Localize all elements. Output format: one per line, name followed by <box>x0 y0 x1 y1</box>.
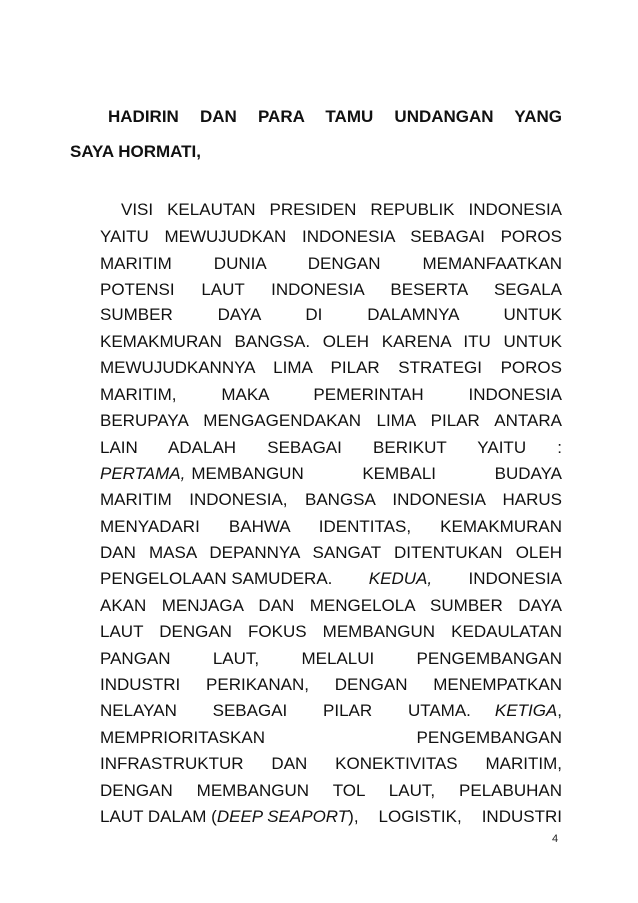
paragraph-line-text: , <box>557 701 562 720</box>
heading-line-1: HADIRIN DAN PARA TAMU UNDANGAN YANG <box>108 107 562 126</box>
paragraph-line-text: LAUT DALAM ( <box>100 807 217 826</box>
paragraph-line-text: MEMBANGUN KEMBALI BUDAYA <box>191 464 562 483</box>
paragraph-line: LAIN ADALAH SEBAGAI BERIKUT YAITU : <box>100 438 562 457</box>
paragraph-line: LAUT DENGAN FOKUS MEMBANGUN KEDAULATAN <box>100 622 562 641</box>
page-number: 4 <box>552 833 559 845</box>
paragraph-line <box>100 698 562 724</box>
paragraph-line: BERUPAYA MENGAGENDAKAN LIMA PILAR ANTARA <box>100 411 562 430</box>
paragraph-line: DENGAN MEMBANGUN TOL LAUT, PELABUHAN <box>100 781 562 800</box>
paragraph-line: PANGAN LAUT, MELALUI PENGEMBANGAN <box>100 649 562 668</box>
paragraph-line: VISI KELAUTAN PRESIDEN REPUBLIK INDONESIA <box>121 200 562 219</box>
paragraph-line: MEWUJUDKANNYA LIMA PILAR STRATEGI POROS <box>100 358 562 377</box>
paragraph-line: MARITIM DUNIA DENGAN MEMANFAATKAN <box>100 254 562 273</box>
italic-term-deep-seaport: DEEP SEAPORT <box>216 807 349 826</box>
paragraph-line: MEMPRIORITASKAN PENGEMBANGAN <box>100 728 562 747</box>
paragraph-line <box>100 566 562 592</box>
paragraph-line: KEMAKMURAN BANGSA. OLEH KARENA ITU UNTUK <box>100 332 562 351</box>
paragraph-line: YAITU MEWUJUDKAN INDONESIA SEBAGAI POROS <box>100 227 562 246</box>
paragraph-line: MENYADARI BAHWA IDENTITAS, KEMAKMURAN <box>100 517 562 536</box>
paragraph-line-text: NELAYAN SEBAGAI PILAR UTAMA. <box>100 701 471 720</box>
paragraph-line: INFRASTRUKTUR DAN KONEKTIVITAS MARITIM, <box>100 754 562 773</box>
paragraph-line: POTENSI LAUT INDONESIA BESERTA SEGALA <box>100 280 562 299</box>
italic-term-ketiga: KETIGA <box>494 701 558 720</box>
heading-line-2: SAYA HORMATI, <box>70 142 201 161</box>
paragraph-line: SUMBER DAYA DI DALAMNYA UNTUK <box>100 305 562 324</box>
paragraph-line-text: PENGELOLAAN SAMUDERA. <box>100 569 333 588</box>
paragraph-line <box>100 461 562 487</box>
paragraph-line-text: INDONESIA <box>468 569 563 588</box>
paragraph-line: DAN MASA DEPANNYA SANGAT DITENTUKAN OLEH <box>100 543 562 562</box>
paragraph-line: MARITIM INDONESIA, BANGSA INDONESIA HARUS <box>100 490 562 509</box>
italic-term-kedua: KEDUA, <box>368 569 433 588</box>
paragraph-line: MARITIM, MAKA PEMERINTAH INDONESIA <box>100 385 562 404</box>
paragraph-line: INDUSTRI PERIKANAN, DENGAN MENEMPATKAN <box>100 675 562 694</box>
italic-term-pertama: PERTAMA, <box>100 464 186 483</box>
paragraph-line-text: ), LOGISTIK, INDUSTRI <box>348 807 562 826</box>
paragraph-line: AKAN MENJAGA DAN MENGELOLA SUMBER DAYA <box>100 596 562 615</box>
paragraph-line <box>100 804 562 830</box>
